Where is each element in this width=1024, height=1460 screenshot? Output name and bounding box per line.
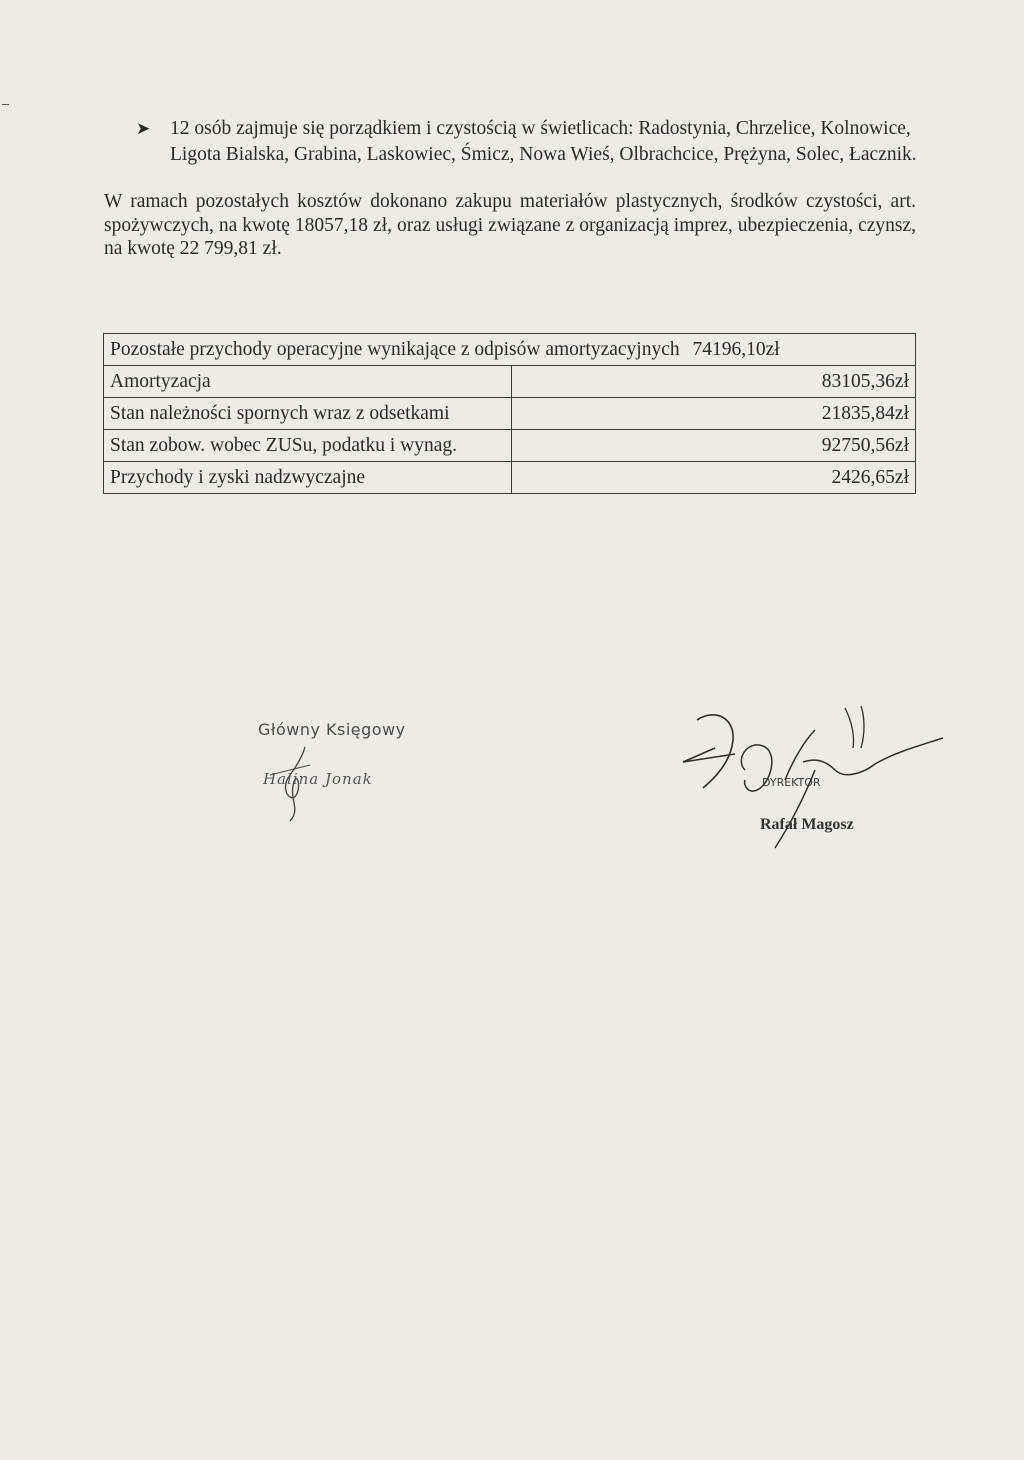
- director-stamp-name: Rafał Magosz: [760, 816, 854, 833]
- row-label: Stan należności spornych wraz z odsetkami: [104, 398, 512, 430]
- table-row: [104, 462, 916, 494]
- header-value: 74196,10zł: [692, 338, 780, 360]
- row-label: Przychody i zyski nadzwyczajne: [104, 462, 512, 494]
- table-row: [104, 366, 916, 398]
- row-value: 2426,65zł: [512, 462, 916, 494]
- arrow-bullet-icon: ➤: [136, 119, 151, 139]
- table-header-row: [104, 334, 916, 366]
- row-value: 21835,84zł: [512, 398, 916, 430]
- table-row: [104, 430, 916, 462]
- bullet-item: [136, 116, 926, 168]
- table-row: [104, 398, 916, 430]
- header-label: Pozostałe przychody operacyjne wynikające z odpisów amortyzacyjnych: [110, 338, 680, 360]
- accountant-stamp-name: Halina Jonak: [263, 770, 373, 788]
- director-stamp-title: DYREKTOR: [762, 776, 821, 789]
- row-value: 92750,56zł: [512, 430, 916, 462]
- bullet-text: 12 osób zajmuje się porządkiem i czystością w świetlicach: Radostynia, Chrzelice, Kolnowice, Ligota Bialska, Grabina, Laskowiec, Śmicz, Nowa Wieś, Olbrachcice, Prężyna, Solec, Łacznik.: [170, 118, 917, 165]
- row-label: Amortyzacja: [104, 366, 512, 398]
- row-label: Stan zobow. wobec ZUSu, podatku i wynag.: [104, 430, 512, 462]
- row-value: 83105,36zł: [512, 366, 916, 398]
- costs-paragraph: W ramach pozostałych kosztów dokonano zakupu materiałów plastycznych, środków czystości, art. spożywczych, na kwotę 18057,18 zł, oraz usługi związane z organizacją imprez, ubezpieczenia, czynsz, na kwotę 22 799,81 zł.: [104, 191, 916, 259]
- table-header-cell: [104, 334, 916, 366]
- financial-table: [103, 333, 916, 494]
- scan-edge-mark: [2, 104, 9, 105]
- accountant-stamp-title: Główny Księgowy: [258, 720, 406, 739]
